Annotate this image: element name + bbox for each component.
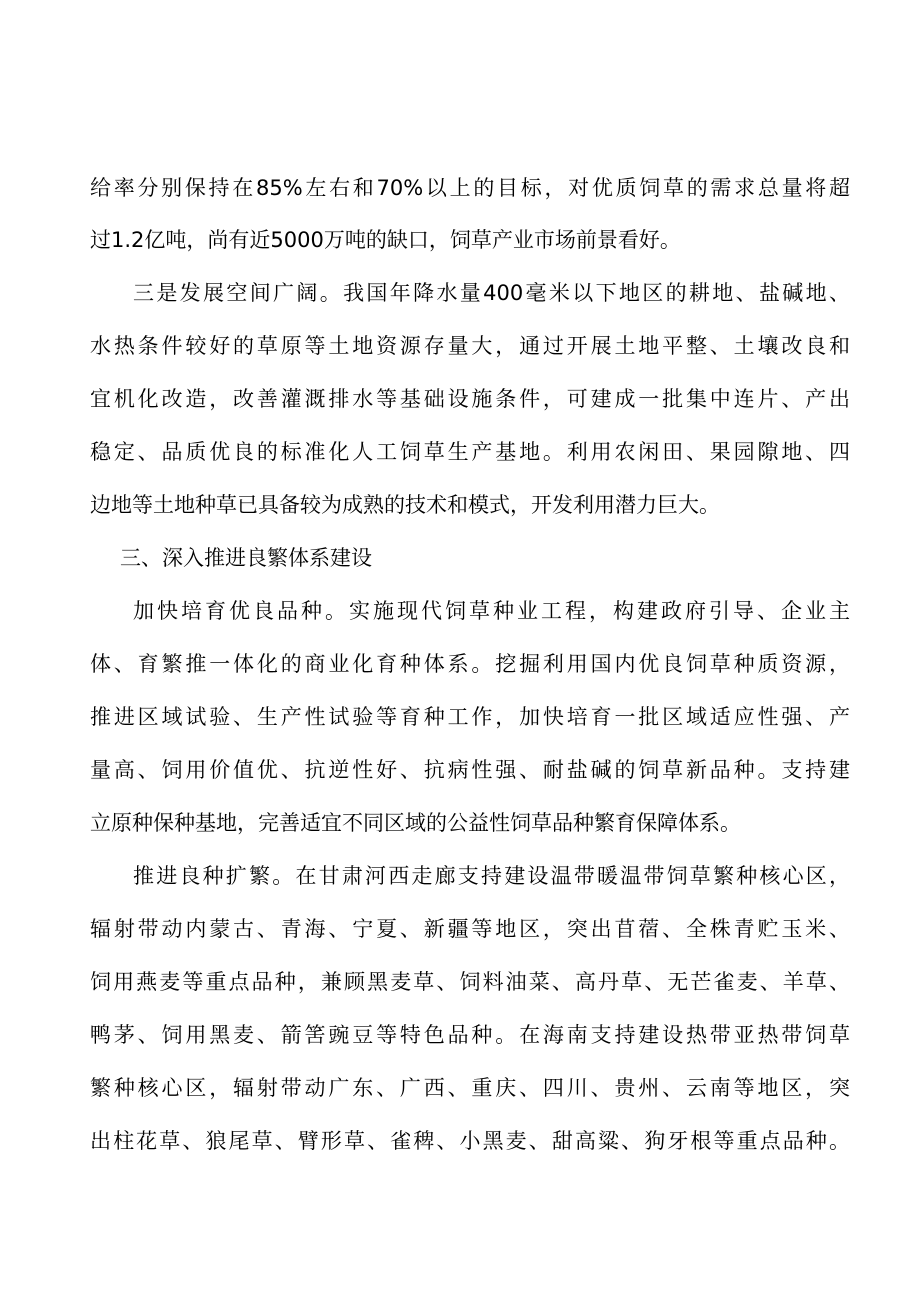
text-line: 量高、饲用价值优、抗逆性好、抗病性强、耐盐碱的饲草新品种。支持建 (90, 758, 850, 782)
text-line: 推进区域试验、生产性试验等育种工作，加快培育一批区域适应性强、产 (90, 705, 850, 729)
text-line: 给率分别保持在85%左右和70%以上的目标，对优质饲草的需求总量将超 (90, 176, 850, 200)
paragraph-first-line: 三是发展空间广阔。我国年降水量400毫米以下地区的耕地、盐碱地、 (133, 281, 850, 305)
text-line: 水热条件较好的草原等土地资源存量大，通过开展土地平整、土壤改良和 (90, 334, 850, 358)
text-line: 出柱花草、狼尾草、臂形草、雀稗、小黑麦、甜高粱、狗牙根等重点品种。 (90, 1129, 850, 1153)
text-line: 饲用燕麦等重点品种，兼顾黑麦草、饲料油菜、高丹草、无芒雀麦、羊草、 (90, 970, 850, 994)
paragraph-first-line: 加快培育优良品种。实施现代饲草种业工程，构建政府引导、企业主 (133, 599, 850, 623)
section-heading: 三、深入推进良繁体系建设 (120, 546, 372, 570)
text-line: 立原种保种基地，完善适宜不同区域的公益性饲草品种繁育保障体系。 (90, 811, 741, 835)
text-line: 繁种核心区，辐射带动广东、广西、重庆、四川、贵州、云南等地区，突 (90, 1076, 850, 1100)
text-line: 鸭茅、饲用黑麦、箭筈豌豆等特色品种。在海南支持建设热带亚热带饲草 (90, 1023, 850, 1047)
text-line: 体、育繁推一体化的商业化育种体系。挖掘利用国内优良饲草种质资源， (90, 652, 850, 676)
text-line: 宜机化改造，改善灌溉排水等基础设施条件，可建成一批集中连片、产出 (90, 387, 850, 411)
text-line: 边地等土地种草已具备较为成熟的技术和模式，开发利用潜力巨大。 (90, 493, 720, 517)
paragraph-first-line: 推进良种扩繁。在甘肃河西走廊支持建设温带暖温带饲草繁种核心区， (133, 864, 850, 888)
text-line: 过1.2亿吨，尚有近5000万吨的缺口，饲草产业市场前景看好。 (90, 228, 681, 252)
text-line: 稳定、品质优良的标准化人工饲草生产基地。利用农闲田、果园隙地、四 (90, 440, 850, 464)
text-line: 辐射带动内蒙古、青海、宁夏、新疆等地区，突出苜蓿、全株青贮玉米、 (90, 917, 850, 941)
